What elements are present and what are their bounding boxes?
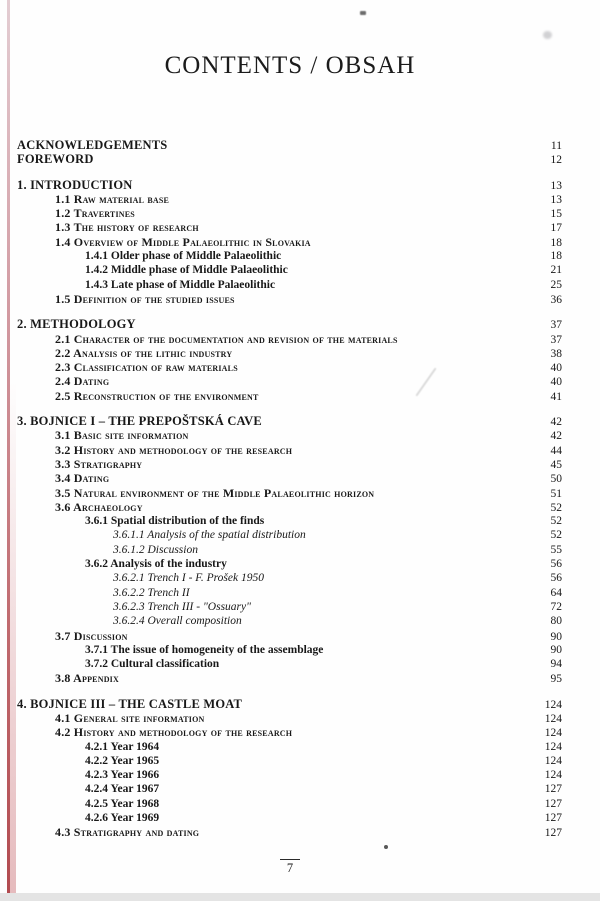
toc-entry-page: 52: [550, 501, 562, 514]
toc-entry-page: 18: [550, 250, 562, 263]
toc-entry: [17, 697, 562, 711]
toc-entry-label: 1.5 Definition of the studied issues: [55, 291, 235, 306]
toc-entry-label: 1.2 Travertines: [55, 206, 135, 221]
toc-entry: [17, 220, 562, 234]
page-number: 7: [280, 859, 300, 876]
toc-entry: [17, 711, 562, 725]
toc-entry-label: 4.1 General site information: [55, 710, 205, 725]
toc-entry: [17, 428, 562, 442]
toc-entry-label: FOREWORD: [17, 152, 94, 167]
toc-entry-label: 3.5 Natural environment of the Middle Palaeolithic horizon: [55, 485, 375, 500]
toc-entry: [17, 249, 562, 263]
toc-entry-page: 64: [550, 586, 562, 599]
toc-entry-page: 127: [544, 827, 562, 840]
toc-entry: [17, 825, 562, 839]
toc-entry-label: 3.7.2 Cultural classification: [85, 658, 220, 671]
toc-entry: [17, 152, 562, 166]
toc-entry: [17, 263, 562, 277]
toc-entry: [17, 500, 562, 514]
toc-entry-label: 2.2 Analysis of the lithic industry: [55, 345, 233, 360]
toc-entry: [17, 514, 562, 528]
toc-entry-label: 4.2 History and methodology of the research: [55, 725, 293, 740]
toc-entry-page: 11: [550, 140, 562, 152]
toc-entry-label: 4.2.4 Year 1967: [85, 783, 160, 796]
toc-entry: [17, 754, 562, 768]
toc-entry: [17, 178, 562, 192]
scan-artifact: [384, 845, 388, 849]
toc-entry-label: 1.4.1 Older phase of Middle Palaeolithic: [85, 250, 282, 263]
toc-entry: [17, 811, 562, 825]
page-footer: [0, 859, 580, 877]
toc-entry: [17, 332, 562, 346]
toc-entry-label: 3.1 Basic site information: [55, 428, 189, 443]
toc-entry: [17, 486, 562, 500]
scanner-background: [0, 893, 600, 901]
toc-entry-page: 25: [550, 278, 562, 291]
toc-entry: [17, 629, 562, 643]
toc-entry-label: 1.4.3 Late phase of Middle Palaeolithic: [85, 278, 276, 291]
toc-entry-label: 3.6.2.2 Trench II: [113, 586, 190, 599]
toc-entry-page: 21: [550, 264, 562, 277]
toc-entry: [17, 657, 562, 671]
toc-entry-page: 124: [544, 740, 562, 753]
toc-entry-page: 38: [550, 347, 562, 360]
toc-entry-label: 3.6.2 Analysis of the industry: [85, 558, 227, 571]
toc-entry: [17, 360, 562, 374]
scan-artifact: [543, 31, 552, 39]
toc-entry-page: 124: [544, 769, 562, 782]
toc-entry: [17, 346, 562, 360]
toc-entry: [17, 725, 562, 739]
toc-entry-label: 3.8 Appendix: [55, 671, 119, 686]
toc-entry: [17, 374, 562, 388]
toc-entry-page: 13: [550, 179, 562, 192]
toc-entry-page: 37: [550, 319, 562, 332]
toc-entry-label: 3. BOJNICE I – THE PREPOŠTSKÁ CAVE: [17, 414, 262, 429]
toc-entry-label: 4.2.3 Year 1966: [85, 769, 160, 782]
toc-entry: [17, 643, 562, 657]
toc-entry-label: 3.6.1.2 Discussion: [113, 543, 198, 556]
toc-entry-label: 3.6.2.1 Trench I - F. Prošek 1950: [113, 572, 264, 585]
toc-entry-label: 3.6.2.3 Trench III - "Ossuary": [113, 600, 251, 613]
toc-entry-page: 124: [544, 727, 562, 740]
toc-entry-label: 3.7.1 The issue of homogeneity of the assemblage: [85, 643, 324, 656]
toc-entry-page: 40: [550, 362, 562, 375]
toc-entry-page: 56: [550, 558, 562, 571]
toc-entry-label: 3.6.1.1 Analysis of the spatial distribution: [113, 529, 306, 542]
toc-entry-page: 127: [544, 783, 562, 796]
table-of-contents: [17, 138, 562, 840]
toc-entry-label: 3.4 Dating: [55, 471, 110, 486]
toc-entry: [17, 389, 562, 403]
toc-entry-label: 3.6.2.4 Overall composition: [113, 615, 242, 628]
toc-entry-label: 4.2.6 Year 1969: [85, 812, 160, 825]
toc-entry: [17, 278, 562, 292]
toc-entry: [17, 797, 562, 811]
toc-entry-label: 4.2.5 Year 1968: [85, 797, 160, 810]
toc-entry-page: 18: [550, 236, 562, 249]
toc-entry-page: 52: [550, 529, 562, 542]
toc-entry: [17, 586, 562, 600]
toc-entry: [17, 443, 562, 457]
toc-entry-page: 94: [550, 658, 562, 671]
toc-entry: [17, 206, 562, 220]
toc-entry-page: 37: [550, 333, 562, 346]
toc-entry: [17, 235, 562, 249]
toc-entry-page: 52: [550, 515, 562, 528]
toc-entry-page: 45: [550, 458, 562, 471]
toc-entry-label: ACKNOWLEDGEMENTS: [17, 138, 168, 152]
toc-entry-label: 3.3 Stratigraphy: [55, 456, 143, 471]
toc-entry-label: 3.6 Archaeology: [55, 499, 143, 514]
toc-entry-label: 2. METHODOLOGY: [17, 317, 136, 332]
toc-entry-page: 17: [550, 222, 562, 235]
toc-entry-label: 2.5 Reconstruction of the environment: [55, 388, 259, 403]
toc-entry-label: 3.6.1 Spatial distribution of the finds: [85, 515, 265, 528]
toc-entry-label: 4.2.2 Year 1965: [85, 754, 160, 767]
toc-entry: [17, 457, 562, 471]
toc-entry-label: 2.4 Dating: [55, 374, 110, 389]
toc-entry-label: 3.7 Discussion: [55, 628, 128, 643]
toc-entry: [17, 292, 562, 306]
toc-entry: [17, 543, 562, 557]
toc-entry-label: 4. BOJNICE III – THE CASTLE MOAT: [17, 696, 243, 711]
toc-entry: [17, 768, 562, 782]
toc-entry-page: 51: [550, 487, 562, 500]
toc-entry-page: 56: [550, 572, 562, 585]
toc-entry-page: 124: [544, 698, 562, 711]
toc-entry-label: 1.3 The history of research: [55, 220, 199, 235]
toc-entry-label: 2.3 Classification of raw materials: [55, 360, 238, 375]
toc-entry-page: 124: [544, 712, 562, 725]
toc-entry-label: 1.4 Overview of Middle Palaeolithic in Slovakia: [55, 234, 311, 249]
toc-entry: [17, 414, 562, 428]
toc-entry-page: 127: [544, 812, 562, 825]
page-title: CONTENTS / OBSAH: [164, 52, 416, 79]
toc-entry: [17, 671, 562, 685]
toc-entry-label: 4.3 Stratigraphy and dating: [55, 825, 200, 840]
toc-entry-label: 2.1 Character of the documentation and revision of the materials: [55, 331, 398, 346]
toc-entry-page: 44: [550, 444, 562, 457]
toc-entry-page: 127: [544, 797, 562, 810]
toc-entry-label: 4.2.1 Year 1964: [85, 740, 160, 753]
toc-entry-page: 72: [550, 600, 562, 613]
toc-entry-page: 90: [550, 643, 562, 656]
toc-entry-page: 40: [550, 376, 562, 389]
toc-entry-page: 36: [550, 293, 562, 306]
toc-entry-page: 50: [550, 473, 562, 486]
toc-entry-label: 1.1 Raw material base: [55, 191, 170, 206]
toc-entry-page: 42: [550, 416, 562, 429]
toc-entry-label: 1. INTRODUCTION: [17, 177, 133, 192]
toc-entry-page: 90: [550, 630, 562, 643]
toc-entry-page: 42: [550, 430, 562, 443]
toc-entry-page: 55: [550, 543, 562, 556]
toc-entry-page: 13: [550, 193, 562, 206]
toc-entry-page: 124: [544, 754, 562, 767]
toc-entry: [17, 557, 562, 571]
toc-entry: [17, 138, 562, 152]
toc-entry: [17, 614, 562, 628]
scan-artifact: [360, 11, 366, 15]
toc-entry-page: 80: [550, 615, 562, 628]
toc-entry-page: 95: [550, 673, 562, 686]
toc-entry-label: 1.4.2 Middle phase of Middle Palaeolithic: [85, 264, 288, 277]
toc-entry: [17, 528, 562, 542]
toc-entry-page: 41: [550, 390, 562, 403]
toc-entry: [17, 471, 562, 485]
toc-entry-page: 12: [550, 154, 562, 167]
toc-entry: [17, 192, 562, 206]
toc-entry: [17, 782, 562, 796]
toc-entry-label: 3.2 History and methodology of the research: [55, 442, 293, 457]
toc-entry: [17, 600, 562, 614]
toc-entry: [17, 740, 562, 754]
toc-entry: [17, 571, 562, 585]
book-spine-shadow: [10, 380, 16, 893]
toc-entry: [17, 317, 562, 331]
toc-entry-page: 15: [550, 208, 562, 221]
